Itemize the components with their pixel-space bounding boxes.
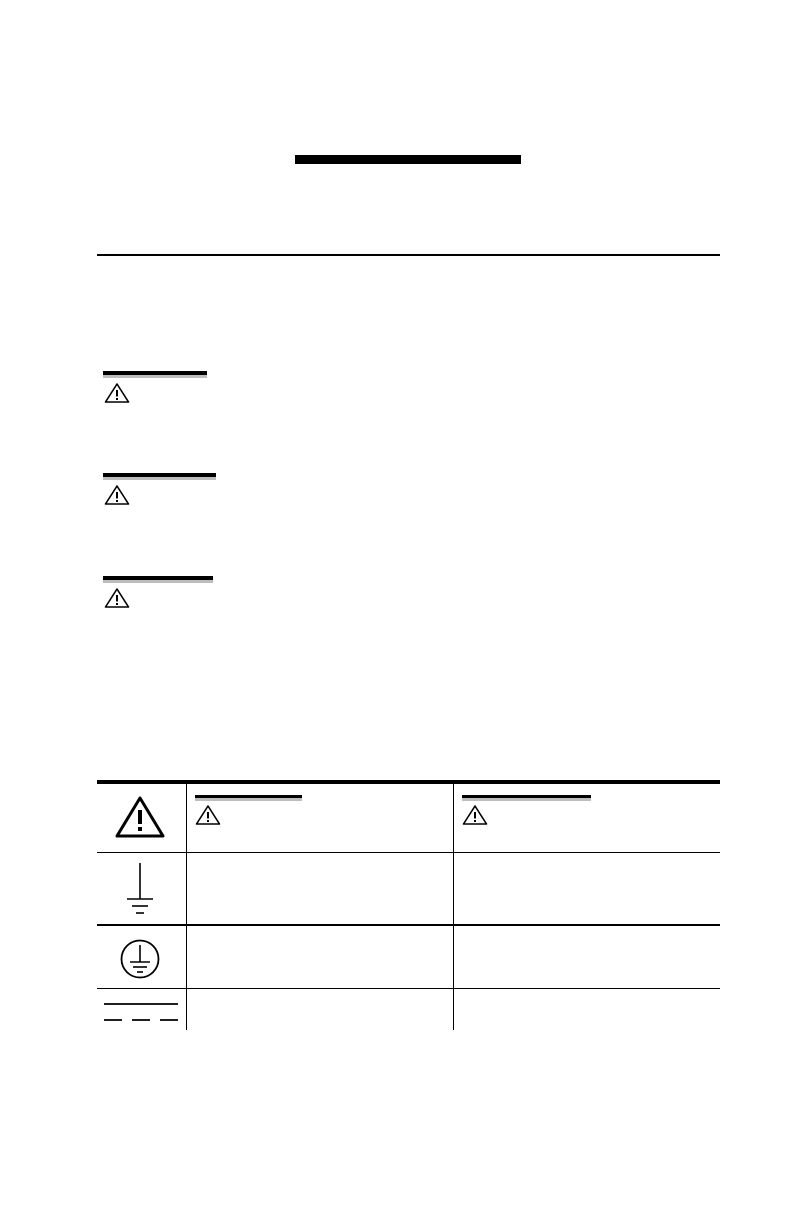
earth-ground-icon bbox=[125, 863, 155, 918]
row-divider bbox=[97, 924, 720, 926]
column-divider bbox=[186, 780, 187, 1030]
notice-label-bar bbox=[103, 473, 216, 480]
notice-label-bar bbox=[103, 371, 207, 378]
warning-triangle-icon bbox=[104, 382, 130, 404]
caution-symbol-icon bbox=[113, 794, 167, 840]
section-divider bbox=[97, 254, 720, 256]
safety-notice-1 bbox=[103, 371, 207, 404]
row-divider bbox=[97, 852, 720, 853]
table-notice-en bbox=[195, 795, 302, 826]
warning-triangle-icon bbox=[195, 804, 221, 826]
safety-notice-3 bbox=[103, 576, 213, 609]
warning-triangle-icon bbox=[104, 587, 130, 609]
table-notice-translated bbox=[462, 795, 591, 826]
notice-label-bar bbox=[462, 795, 591, 801]
row-divider bbox=[97, 988, 720, 989]
warning-triangle-icon bbox=[462, 804, 488, 826]
page-title-bar bbox=[295, 155, 521, 164]
safety-notice-2 bbox=[103, 473, 216, 506]
protective-earth-icon bbox=[119, 938, 161, 980]
notice-label-bar bbox=[103, 576, 213, 583]
direct-current-icon bbox=[104, 1001, 178, 1025]
notice-label-bar bbox=[195, 795, 302, 801]
table-top-rule bbox=[97, 780, 720, 784]
column-divider bbox=[453, 780, 454, 1030]
warning-triangle-icon bbox=[104, 484, 130, 506]
